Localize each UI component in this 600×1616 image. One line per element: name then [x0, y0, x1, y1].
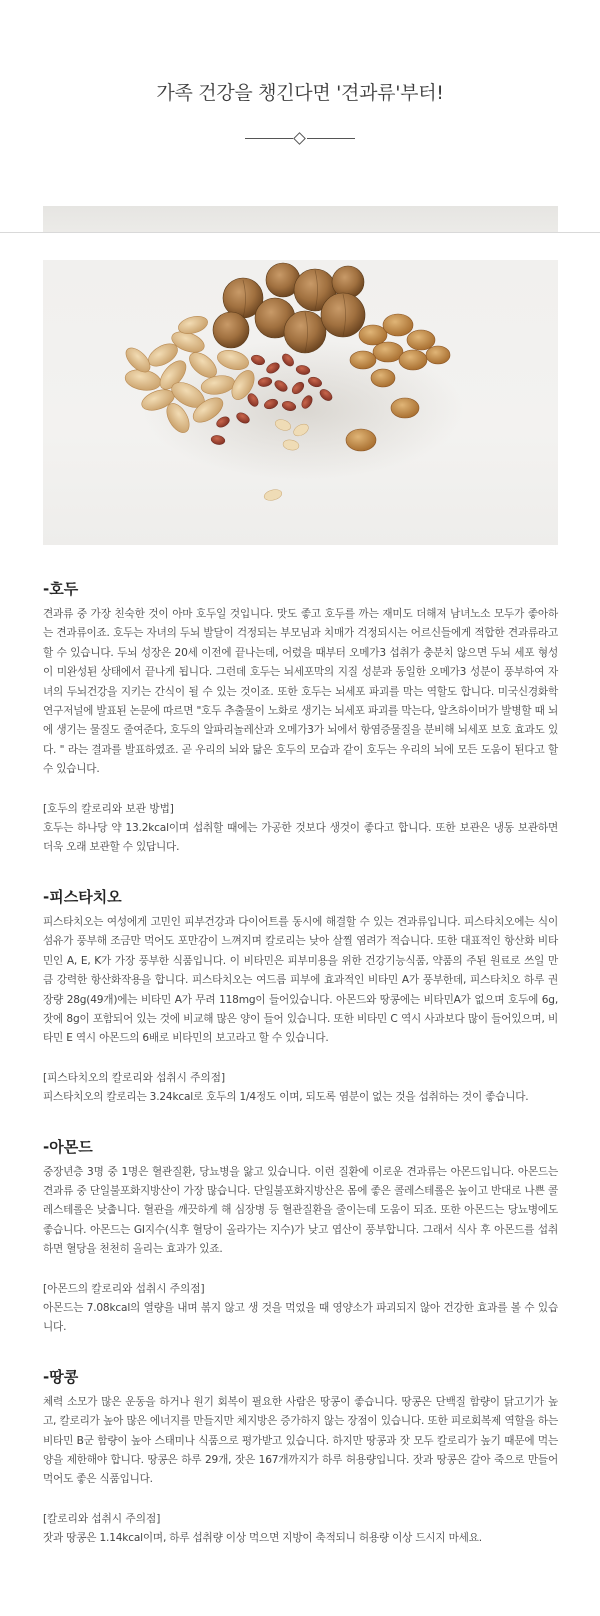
banner-strip: [43, 206, 558, 232]
section-sub: [43, 1280, 558, 1338]
section-sub: [43, 1510, 558, 1549]
section-title: -땅콩: [43, 1367, 79, 1386]
sub-heading: [호두의 칼로리와 보관 방법]: [43, 802, 174, 815]
sub-heading: [아몬드의 칼로리와 섭취시 주의점]: [43, 1282, 205, 1295]
walnuts: [213, 263, 365, 353]
nuts-photo: [43, 260, 558, 545]
nuts-illustration: [43, 260, 558, 545]
article-content: [43, 578, 558, 1577]
section-body: 견과류 중 가장 친숙한 것이 아마 호두일 것입니다. 맛도 좋고 호두를 까는 재미도 더해져 남녀노소 모두가 좋아하는 견과류이죠. 호두는 자녀의 두뇌 발달이 걱정되는 부모님과 치매가 걱정되시는 어르신들에게 적합한 견과류라고 할 수 있습니다. 두뇌 성장은 20세 이전에 끝나는데, 어렸을 때부터 오메가3 섭취가 충분치 않으면 두뇌 세포 형성이 미완성된 상태에서 끝나게 됩니다. 그런데 호두는 뇌세포막의 지질 성분과 동일한 오메가3 성분이 풍부하여 자녀의 두뇌건강을 지키는 간식이 될 수 있는 것이죠. 또한 호두는 뇌세포 파괴를 막는 역할도 합니다. 미국신경화학연구저널에 발표된 논문에 따르면 "호두 추출물이 노화로 생기는 뇌세포 파괴를 막는다, 알츠하이머가 발병할 때 뇌에 생기는 물질도 줄여준다, 호두의 알파리놀레산과 오메가3가 뇌에서 항염증물질을 분비해 뇌세포 보호 효과도 있다. " 라는 결과를 발표하였죠. 곧 우리의 뇌와 닮은 호두의 모습과 같이 호두는 우리의 뇌에 모든 도움이 된다고 할 수 있습니다.: [43, 608, 558, 776]
section-sub: [43, 800, 558, 858]
section-body: 중장년층 3명 중 1명은 혈관질환, 당뇨병을 앓고 있습니다. 이런 질환에 이로운 견과류는 아몬드입니다. 아몬드는 견과류 중 단일불포화지방산이 가장 많습니다. 단일불포화지방산은 몸에 좋은 콜레스테롤은 높이고 반대로 나쁜 콜레스테롤은 낮춥니다. 혈관을 깨끗하게 해 심장병 등 혈관질환을 줄이는데 도움이 되죠. 또한 아몬드는 당뇨병에도 좋습니다. 아몬드는 GI지수(식후 혈당이 올라가는 지수)가 낮고 엽산이 풍부합니다. 그래서 식사 후 아몬드를 섭취하면 혈당을 천천히 올리는 효과가 있죠.: [43, 1165, 558, 1256]
page-title: 가족 건강을 챙긴다면 '견과류'부터!: [156, 82, 444, 104]
section-title: -호두: [43, 580, 79, 598]
section-title: -피스타치오: [43, 887, 122, 906]
section-almond: [43, 1136, 558, 1338]
divider-line-left: [245, 138, 293, 139]
section-title: -아몬드: [43, 1137, 93, 1156]
sub-body: 호두는 하나당 약 13.2kcal이며 섭취할 때에는 가공한 것보다 생것이 좋다고 합니다. 또한 보관은 냉동 보관하면 더욱 오래 보관할 수 있답니다.: [43, 822, 558, 854]
divider-line-right: [307, 138, 355, 139]
section-sub: [43, 1069, 558, 1108]
section-pistachio: [43, 886, 558, 1108]
section-peanut: [43, 1366, 558, 1549]
section-walnut: [43, 578, 558, 858]
diamond-icon: [293, 132, 306, 145]
sub-body: 아몬드는 7.08kcal의 열량을 내며 볶지 않고 생 것을 먹었을 때 영양소가 파괴되지 않아 건강한 효과를 볼 수 있습니다.: [43, 1301, 558, 1334]
title-divider: [245, 133, 355, 145]
section-body: 피스타치오는 여성에게 고민인 피부건강과 다이어트를 동시에 해결할 수 있는 견과류입니다. 피스타치오에는 식이섬유가 풍부해 조금만 먹어도 포만감이 느껴지며 칼로리는 낮아 살찔 염려가 적습니다. 또한 대표적인 항산화 비타민인 A, E, K가 가장 풍부한 식품입니다. 이 비타민은 피부미용을 위한 건강기능식품, 약품의 주된 원료로 쓰일 만큼 강력한 항산화작용을 합니다. 피스타치오는 여드름 피부에 효과적인 비타민 A가 풍부한데, 피스타치오 하루 권장량 28g(49개)에는 비타민 A가 무려 118mg이 들어있습니다. 아몬드와 땅콩에는 비타민A가 없으며 호두에 6g, 잣에 8g이 포함되어 있는 것에 비교해 많은 양이 들어 있습니다. 또한 비타민 C 역시 사과보다 많이 들어있으며, 비타민 E 역시 아몬드의 6배로 비타민의 보고라고 할 수 있습니다.: [43, 915, 558, 1045]
section-body: 체력 소모가 많은 운동을 하거나 원기 회복이 필요한 사람은 땅콩이 좋습니다. 땅콩은 단백질 함량이 닭고기가 높고, 칼로리가 높아 많은 에너지를 만들지만 체지방은 증가하지 않는 장점이 있습니다. 또한 피로회복제 역할을 하는 비타민 B군 함량이 높아 스태미나 식품으로 평가받고 있습니다. 하지만 땅콩과 잣 모두 칼로리가 높기 때문에 먹는 양을 제한해야 합니다. 땅콩은 하루 29개, 잣은 167개까지가 하루 허용량입니다. 잣과 땅콩은 갈아 죽으로 만들어 먹어도 좋은 식품입니다.: [43, 1395, 558, 1486]
sub-heading: [피스타치오의 칼로리와 섭취시 주의점]: [43, 1071, 226, 1084]
sub-body: 잣과 땅콩은 1.14kcal이며, 하루 섭취량 이상 먹으면 지방이 축적되니 허용량 이상 드시지 마세요.: [43, 1532, 482, 1545]
sub-heading: [칼로리와 섭취시 주의점]: [43, 1512, 161, 1525]
horizontal-rule: [0, 232, 600, 233]
sub-body: 피스타치오의 칼로리는 3.24kcal로 호두의 1/4정도 이며, 되도록 염분이 없는 것을 섭취하는 것이 좋습니다.: [43, 1091, 529, 1104]
